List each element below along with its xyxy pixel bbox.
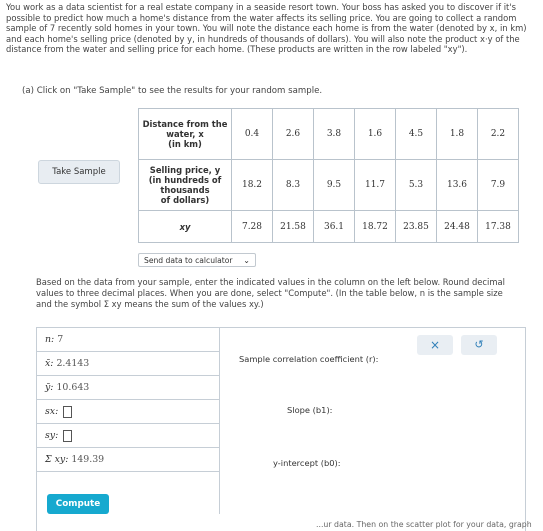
table-cell: 3.8 [314, 109, 355, 160]
intro-line: sample of 7 recently sold homes in your town. You will note the distance each home is from the water (denoted by x, in km) [6, 23, 527, 34]
table-cell: 0.4 [232, 109, 273, 160]
part-a-instruction: (a) Click on "Take Sample" to see the results for your random sample. [22, 86, 323, 96]
table-cell: 21.58 [273, 211, 314, 243]
calculation-panel [36, 327, 526, 531]
slope-label: Slope (b1): [287, 405, 333, 415]
table-row [139, 211, 519, 243]
table-row [139, 160, 519, 211]
instructions-text: Based on the data from your sample, enter the indicated values in the column on the left below. Round decimal values to three decimal places. When you are done, select "Compute". (In the table below, n is the sample size and the symbol Σ xy means the sum of the values xy.) [36, 277, 505, 309]
xbar-value: 2.4143 [56, 358, 90, 369]
table-cell: 1.8 [437, 109, 478, 160]
n-field: n: 7 [37, 328, 220, 352]
reset-button[interactable] [461, 335, 497, 355]
row-header-distance: Distance from the water, x (in km) [139, 109, 232, 160]
ybar-value: 10.643 [56, 382, 90, 393]
close-icon: × [429, 338, 441, 352]
chevron-down-icon: ⌄ [243, 256, 250, 265]
sx-field: sx: [37, 400, 220, 424]
xbar-field: x̄: 2.4143 [37, 352, 220, 376]
sy-field: sy: [37, 424, 220, 448]
correlation-label: Sample correlation coefficient (r): [239, 354, 379, 364]
intro-line: distance from the water and selling price for each home. (These products are written in the row labeled "xy"). [6, 44, 468, 55]
table-cell: 24.48 [437, 211, 478, 243]
sumxy-value: 149.39 [71, 454, 105, 465]
table-cell: 7.9 [478, 160, 519, 211]
send-data-select[interactable] [138, 253, 256, 267]
table-cell: 1.6 [355, 109, 396, 160]
table-cell: 23.85 [396, 211, 437, 243]
table-cell: 9.5 [314, 160, 355, 211]
sample-table [138, 108, 519, 243]
table-cell: 7.28 [232, 211, 273, 243]
table-cell: 5.3 [396, 160, 437, 211]
table-cell: 11.7 [355, 160, 396, 211]
take-sample-button[interactable]: Take Sample [38, 160, 120, 184]
sumxy-field: Σ xy: 149.39 [37, 448, 220, 472]
table-cell: 13.6 [437, 160, 478, 211]
row-header-xy: xy [139, 211, 232, 243]
send-data-label: Send data to calculator [144, 256, 233, 265]
intro-line: and each home's selling price (denoted by y, in hundreds of thousands of dollars). You will also note the product x·y of the [6, 33, 520, 44]
table-cell: 17.38 [478, 211, 519, 243]
table-cell: 18.2 [232, 160, 273, 211]
table-cell: 8.3 [273, 160, 314, 211]
compute-button[interactable]: Compute [47, 494, 109, 514]
table-cell: 36.1 [314, 211, 355, 243]
input-column [37, 328, 220, 514]
undo-icon: ↺ [474, 338, 484, 351]
sx-input[interactable] [63, 406, 72, 418]
sy-input[interactable] [63, 430, 72, 442]
intro-line: possible to predict how much a home's distance from the water affects its selling price. You are going to collect a random [6, 12, 517, 23]
table-cell: 2.2 [478, 109, 519, 160]
table-cell: 2.6 [273, 109, 314, 160]
table-row [139, 109, 519, 160]
clear-button[interactable] [417, 335, 453, 355]
problem-intro [6, 2, 536, 55]
row-header-price: Selling price, y (in hundreds of thousands of dollars) [139, 160, 232, 211]
ybar-field: ȳ: 10.643 [37, 376, 220, 400]
intro-line: You work as a data scientist for a real estate company in a seaside resort town. Your boss has asked you to discover if it's [6, 2, 517, 12]
table-cell: 18.72 [355, 211, 396, 243]
n-value: 7 [57, 334, 64, 345]
next-instruction-text: ...ur data. Then on the scatter plot for your data, graph [316, 520, 532, 529]
table-cell: 4.5 [396, 109, 437, 160]
intercept-label: y-intercept (b0): [273, 458, 341, 468]
